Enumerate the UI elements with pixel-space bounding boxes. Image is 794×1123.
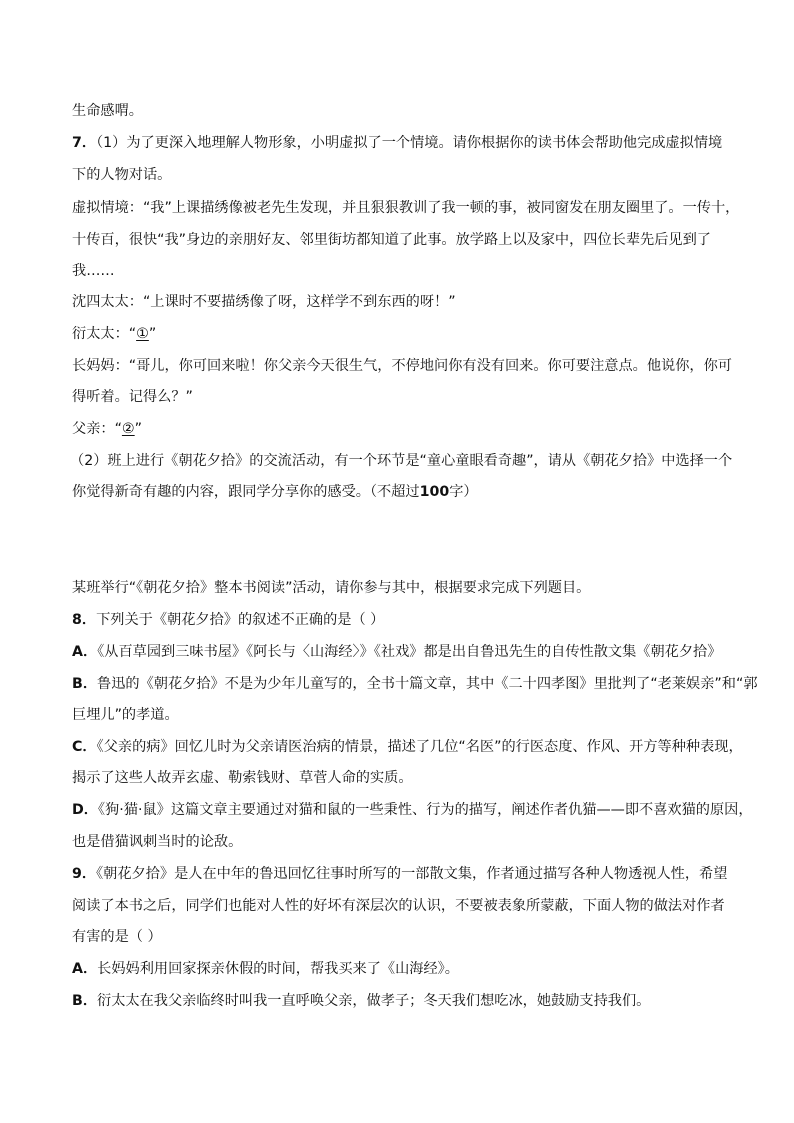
dialogue-line	[72, 292, 732, 312]
question-number: 9．	[72, 866, 97, 882]
dialogue-line	[72, 419, 732, 439]
option-d[interactable]	[72, 800, 753, 820]
text-span: 也是借猫讽刺当时的论敌。	[72, 834, 243, 850]
answer-blank-1[interactable]: ①	[136, 326, 149, 342]
question-7-part-2	[70, 451, 733, 471]
text-line	[72, 165, 732, 185]
option-text: 长妈妈利用回家探亲休假的时间，帮我买来了《山海经》。	[97, 961, 459, 977]
dialogue-line	[72, 324, 732, 344]
text-line	[72, 927, 732, 947]
option-text: 衍太太在我父亲临终时叫我一直呼唤父亲，做孝子；冬天我们想吃冰，她鼓励支持我们。	[97, 993, 651, 1009]
text-line	[72, 768, 732, 788]
question-7	[72, 133, 732, 153]
text-span: 我……	[72, 263, 115, 279]
option-letter: A．	[72, 961, 98, 977]
text-span: ”	[134, 421, 143, 437]
question-9	[72, 864, 732, 884]
text-span: 阅读了本书之后，同学们也能对人性的好坏有深层次的认识，不要被表象所蒙蔽，下面人物的做法对作者	[72, 898, 725, 914]
answer-blank-2[interactable]: ②	[121, 421, 135, 437]
option-letter: C．	[72, 739, 97, 755]
option-c[interactable]	[72, 737, 743, 757]
text-line	[72, 482, 732, 502]
dialogue-line	[72, 356, 732, 376]
question-text: 下列关于《朝花夕拾》的叙述不正确的是（ ）	[96, 612, 385, 628]
option-a[interactable]	[72, 959, 732, 979]
option-text: 《父亲的病》回忆儿时为父亲请医治病的情景，描述了几位“名医”的行医态度、作风、开方等种种表现，	[96, 739, 743, 755]
option-letter: A．	[72, 644, 98, 660]
option-a[interactable]	[72, 642, 732, 662]
word-limit-number: 100	[419, 484, 450, 500]
question-number: 7．	[72, 135, 97, 151]
question-number: 8．	[72, 612, 97, 628]
option-text: 《从百草园到三味书屋》《阿长与〈山海经〉》《社戏》都是出自鲁迅先生的自传性散文集《朝花夕拾》	[97, 644, 722, 660]
question-text: （1）为了更深入地理解人物形象，小明虚拟了一个情境。请你根据你的读书体会帮助他完成虚拟情境	[96, 135, 723, 151]
text-span: 下的人物对话。	[72, 167, 172, 183]
text-span: 生命感喟。	[72, 103, 143, 119]
text-line	[72, 230, 732, 250]
section-intro	[72, 578, 732, 598]
text-span: 有害的是（ ）	[72, 929, 162, 945]
option-text: 鲁迅的《朝花夕拾》不是为少年儿童写的，全书十篇文章，其中《二十四孝图》里批判了“老莱娱亲”和“郭	[97, 676, 758, 692]
text-span: ”	[148, 326, 157, 342]
text-span: 巨埋儿”的孝道。	[72, 707, 179, 723]
text-span: 虚拟情境：“我”上课描绣像被老先生发现，并且狠狠教训了我一顿的事，被同窗发在朋友圈里了。一传十，	[72, 200, 740, 216]
text-span: 你觉得新奇有趣的内容，跟同学分享你的感受。（不超过	[72, 484, 420, 500]
question-text: 《朝花夕拾》是人在中年的鲁迅回忆往事时所写的一部散文集，作者通过描写各种人物透视人性，希望	[96, 866, 728, 882]
text-span: 十传百，很快“我”身边的亲朋好友、邻里街坊都知道了此事。放学路上以及家中，四位长辈先后见到了	[72, 232, 711, 248]
text-span: 长妈妈：“哥儿，你可回来啦！你父亲今天很生气，不停地问你有没有回来。你可要注意点。他说你，你可	[72, 358, 732, 374]
text-span: 字）	[449, 484, 478, 500]
text-span: 某班举行“《朝花夕拾》整本书阅读”活动，请你参与其中，根据要求完成下列题目。	[72, 580, 591, 596]
text-span: 揭示了这些人故弄玄虚、勒索钱财、草菅人命的实质。	[72, 770, 413, 786]
text-span: （2）班上进行《朝花夕拾》的交流活动，有一个环节是“童心童眼看奇趣”，请从《朝花夕拾》中选择一个	[70, 453, 733, 469]
text-span: 衍太太：“	[72, 326, 137, 342]
text-line	[72, 261, 732, 281]
text-span: 沈四太太：“上课时不要描绣像了呀，这样学不到东西的呀！”	[72, 294, 456, 310]
option-letter: B．	[72, 676, 98, 692]
text-line	[72, 832, 732, 852]
text-span: 父亲：“	[72, 421, 122, 437]
option-letter: D．	[72, 802, 98, 818]
option-text: 《狗·猫·鼠》这篇文章主要通过对猫和鼠的一些秉性、行为的描写，阐述作者仇猫——即不喜欢猫的原因，	[97, 802, 753, 818]
text-line-continuation	[72, 101, 732, 121]
text-span: 得听着。记得么？”	[72, 389, 193, 405]
text-line	[72, 387, 732, 407]
text-line	[72, 705, 732, 725]
text-line	[72, 198, 740, 218]
option-b[interactable]	[72, 674, 758, 694]
text-line	[72, 896, 732, 916]
option-b[interactable]	[72, 991, 732, 1011]
question-8	[72, 610, 732, 630]
option-letter: B．	[72, 993, 98, 1009]
